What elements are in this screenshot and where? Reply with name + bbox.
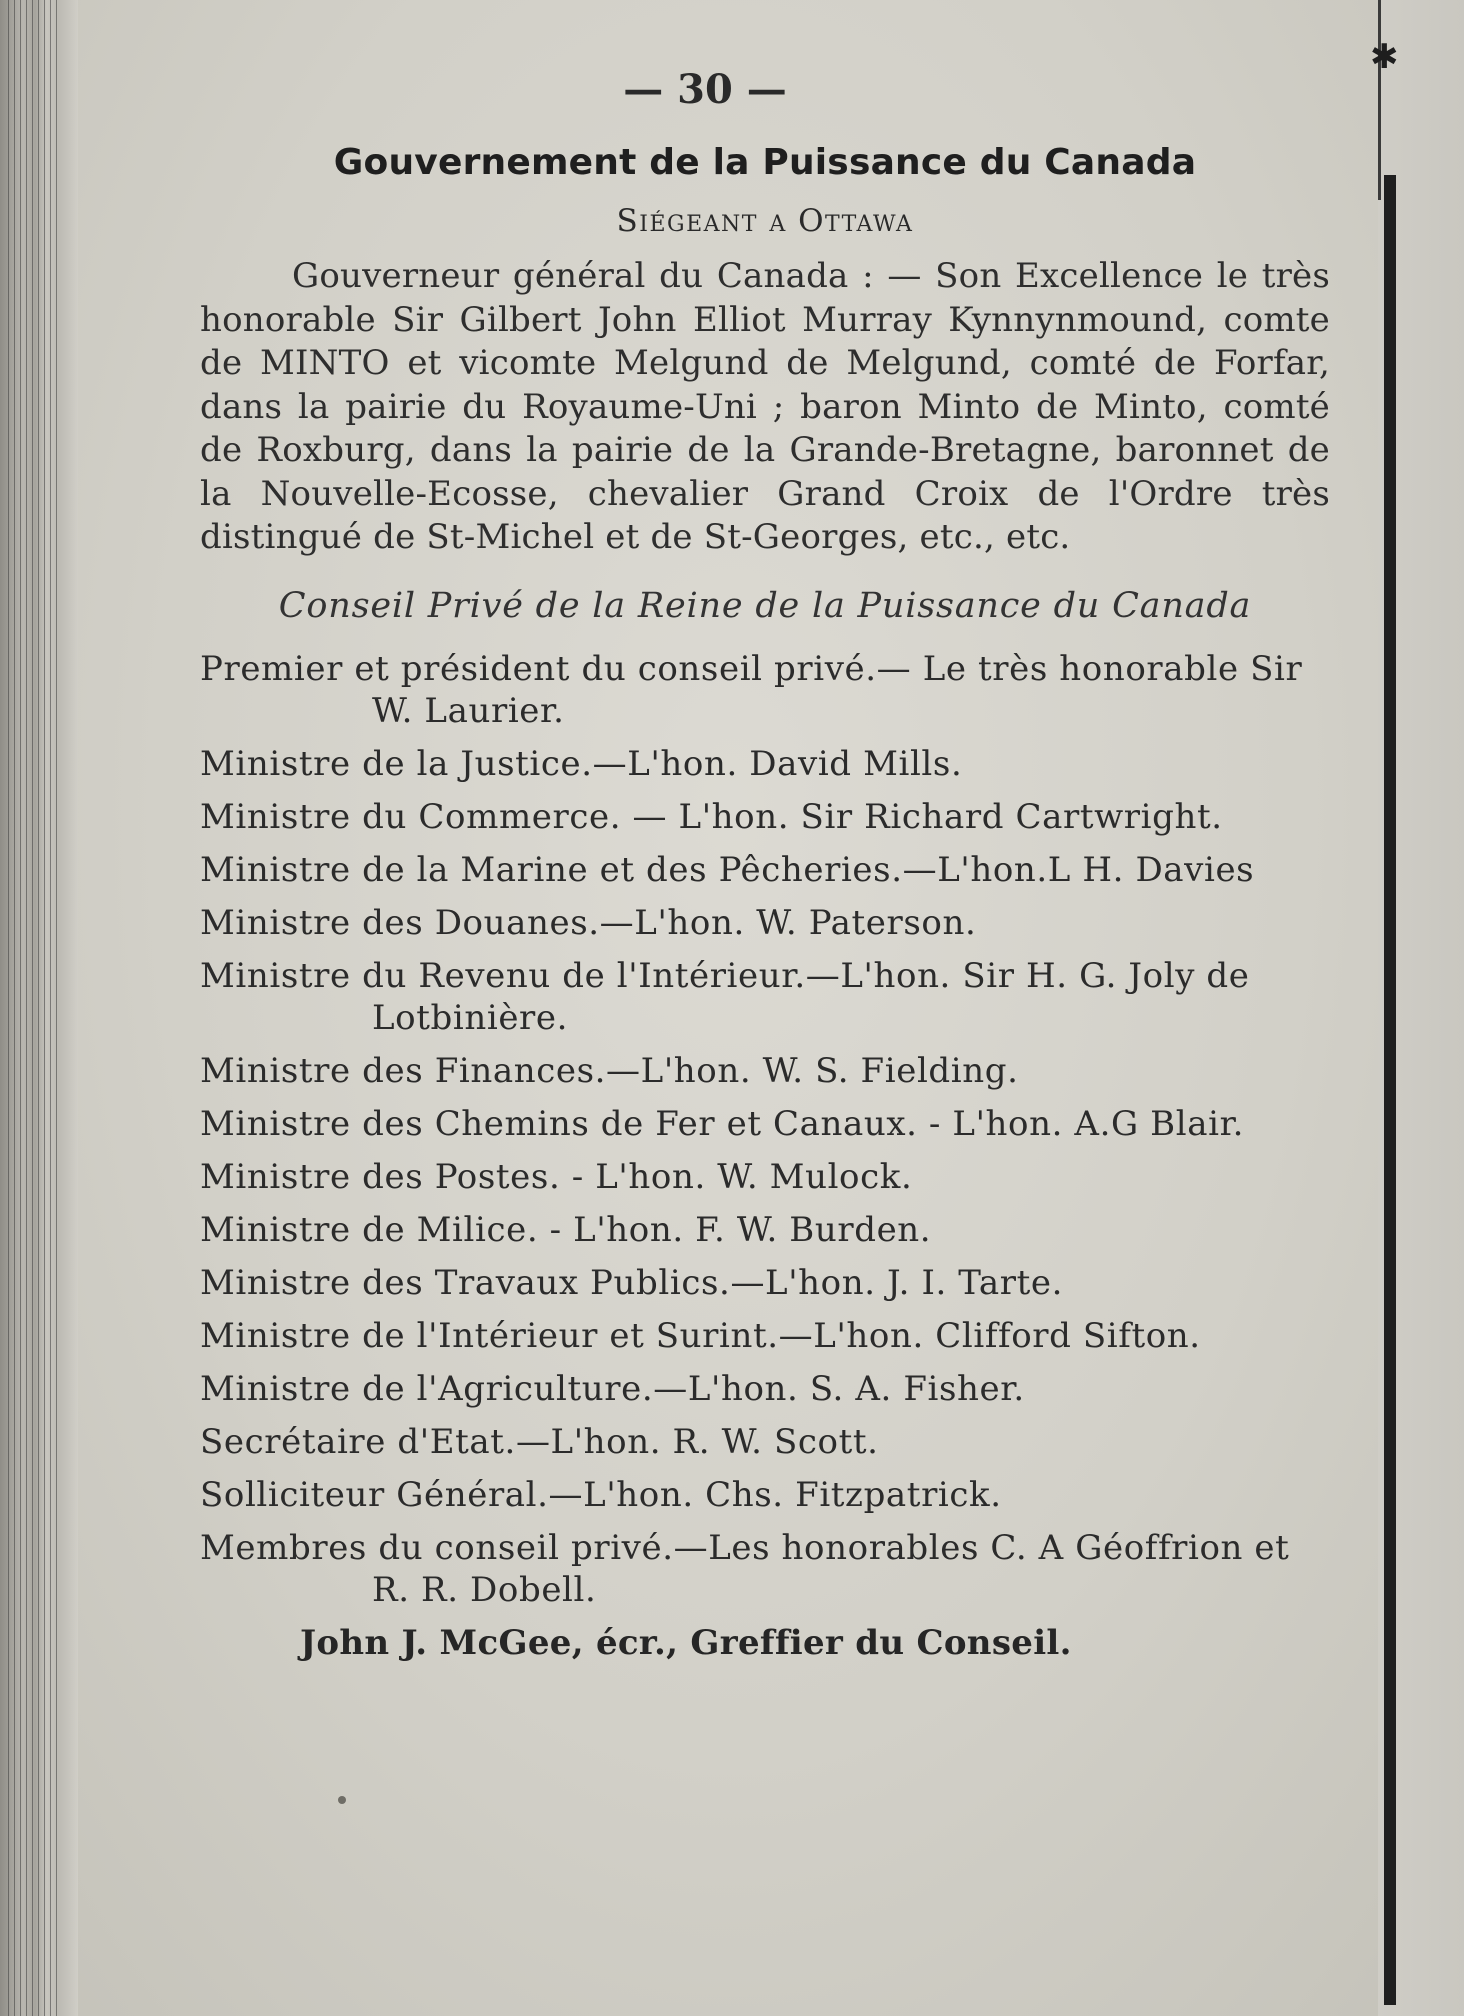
minister-entry: Ministre des Chemins de Fer et Canaux. - L'hon. A.G Blair. bbox=[200, 1103, 1245, 1144]
book-binding-edge bbox=[0, 0, 78, 2016]
next-page-border-rule bbox=[1384, 175, 1396, 2005]
page-content bbox=[200, 60, 1330, 1664]
governor-paragraph: Gouverneur général du Canada : — Son Excellence le très honorable Sir Gilbert John Elliot Murray Kynnynmound, comte de MINTO et vicomte Melgund de Melgund, comté de Forfar, dans la pairie du Royaume-Uni ; baron Minto de Minto, comté de Roxburg, dans la pairie de la Grande-Bretagne, baronnet de la Nouvelle-Ecosse, chevalier Grand Croix de l'Ordre très distingué de St-Michel et de St-Georges, etc., etc. bbox=[200, 256, 1330, 557]
minister-entry: Ministre de l'Agriculture.—L'hon. S. A. Fisher. bbox=[200, 1368, 1025, 1409]
page-edge-line bbox=[1378, 0, 1381, 200]
minister-entry: Ministre de Milice. - L'hon. F. W. Burden. bbox=[200, 1209, 932, 1250]
minister-entry: Ministre de la Marine et des Pêcheries.—L'hon.L H. Davies bbox=[200, 849, 1255, 890]
minister-entry: Ministre des Douanes.—L'hon. W. Paterson. bbox=[200, 902, 977, 943]
minister-entry: Solliciteur Général.—L'hon. Chs. Fitzpatrick. bbox=[200, 1474, 1002, 1515]
minister-entry: Secrétaire d'Etat.—L'hon. R. W. Scott. bbox=[200, 1421, 879, 1462]
page-number: — 30 — bbox=[623, 66, 787, 113]
minister-list bbox=[200, 648, 1330, 1611]
page-subtitle: Siégeant a Ottawa bbox=[616, 203, 914, 239]
minister-entry: Ministre des Travaux Publics.—L'hon. J. I. Tarte. bbox=[200, 1262, 1064, 1303]
minister-entry: Ministre des Postes. - L'hon. W. Mulock. bbox=[200, 1156, 913, 1197]
minister-entry: Ministre des Finances.—L'hon. W. S. Fielding. bbox=[200, 1050, 1019, 1091]
paper-speck bbox=[338, 1796, 346, 1804]
minister-entry: Premier et président du conseil privé.— Le très honorable Sir W. Laurier. bbox=[200, 648, 1303, 731]
minister-entry: Ministre de l'Intérieur et Surint.—L'hon. Clifford Sifton. bbox=[200, 1315, 1201, 1356]
minister-entry: Ministre du Revenu de l'Intérieur.—L'hon. Sir H. G. Joly de Lotbinière. bbox=[200, 955, 1250, 1038]
council-heading: Conseil Privé de la Reine de la Puissance du Canada bbox=[278, 585, 1252, 626]
minister-entry: Membres du conseil privé.—Les honorables C. A Géoffrion et R. R. Dobell. bbox=[200, 1527, 1290, 1610]
minister-entry: Ministre du Commerce. — L'hon. Sir Richard Cartwright. bbox=[200, 796, 1223, 837]
page-title: Gouvernement de la Puissance du Canada bbox=[333, 142, 1197, 183]
council-clerk: John J. McGee, écr., Greffier du Conseil. bbox=[300, 1622, 1072, 1663]
ink-blot-mark: ✱ bbox=[1370, 37, 1399, 77]
minister-entry: Ministre de la Justice.—L'hon. David Mills. bbox=[200, 743, 963, 784]
